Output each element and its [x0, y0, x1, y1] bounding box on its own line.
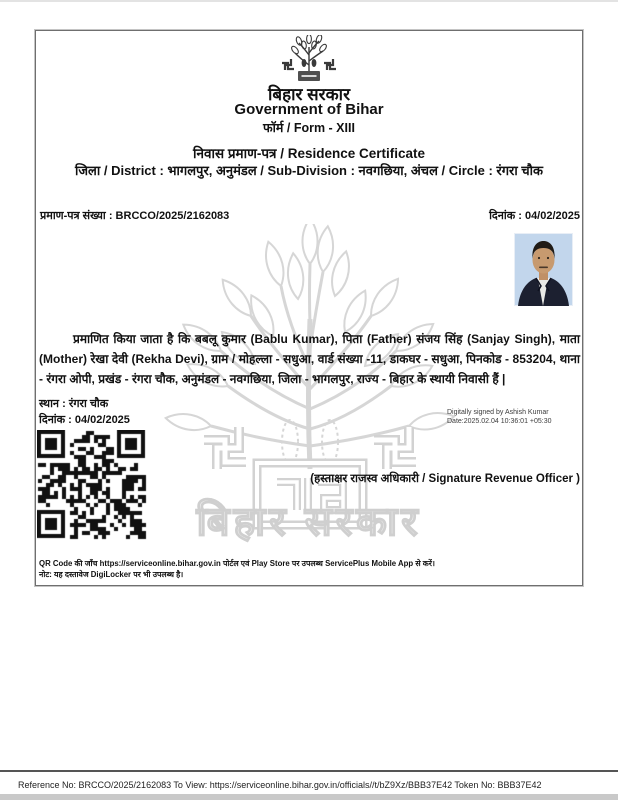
applicant-photo: [514, 233, 573, 306]
qr-verification-note: QR Code की जाँच https://serviceonline.bihar.gov.in पोर्टल एवं Play Store पर उपलब्ध ServicePlus Mobile App से करें।: [39, 559, 435, 568]
footer-divider: [0, 770, 618, 772]
digital-signature-block: [447, 408, 552, 426]
digital-signature-signer: Digitally signed by Ashish Kumar: [447, 409, 549, 416]
reference-line: Reference No: BRCCO/2025/2162083 To View: https://serviceonline.bihar.gov.in/officials//t/bZ9Xz/BBB37E42 Token No: BBB37E42: [18, 780, 542, 790]
certificate-body-text: प्रमाणित किया जाता है कि बबलू कुमार (Bablu Kumar), पिता (Father) संजय सिंह (Sanjay Singh), माता (Mother) रेखा देवी (Rekha Devi), ग्राम / मोहल्ला - सधुआ, वार्ड संख्या -11, डाकघर - सधुआ, पिनकोड - 853204, थाना - रंगरा ओपी, प्रखंड - रंगरा चौक, अनुमंडल - नवगछिया, जिला - भागलपुर, राज्य - बिहार के स्थायी निवासी हैं |: [39, 332, 580, 386]
header-state-name-hindi: बिहार सरकार: [267, 85, 351, 104]
date-line: दिनांक : 04/02/2025: [39, 414, 130, 426]
form-number-line: फॉर्म / Form - XIII: [263, 121, 355, 135]
certificate-issue-date: दिनांक : 04/02/2025: [489, 210, 580, 222]
place-line: स्थान : रंगरा चौक: [39, 398, 109, 410]
certificate-title: निवास प्रमाण-पत्र / Residence Certificate: [192, 146, 426, 161]
watermark-text: बिहार सरकार: [196, 500, 422, 544]
digilocker-note: नोट: यह दस्तावेज DigiLocker पर भी उपलब्ध है।: [39, 570, 184, 579]
digital-signature-date: Date:2025.02.04 10:36:01 +05:30: [447, 418, 552, 425]
district-subdivision-circle-line: जिला / District : भागलपुर, अनुमंडल / Sub-Division : नवगछिया, अंचल / Circle : रंगरा चौक: [75, 163, 543, 178]
bihar-emblem-icon: [277, 35, 341, 88]
page-bottom-edge: [0, 794, 618, 800]
certificate-number: प्रमाण-पत्र संख्या : BRCCO/2025/2162083: [40, 210, 230, 222]
header-state-name-english: Government of Bihar: [234, 101, 384, 118]
revenue-officer-signature-label: (हस्ताक्षर राजस्व अधिकारी / Signature Revenue Officer ): [310, 473, 580, 485]
qr-code: [37, 430, 147, 542]
